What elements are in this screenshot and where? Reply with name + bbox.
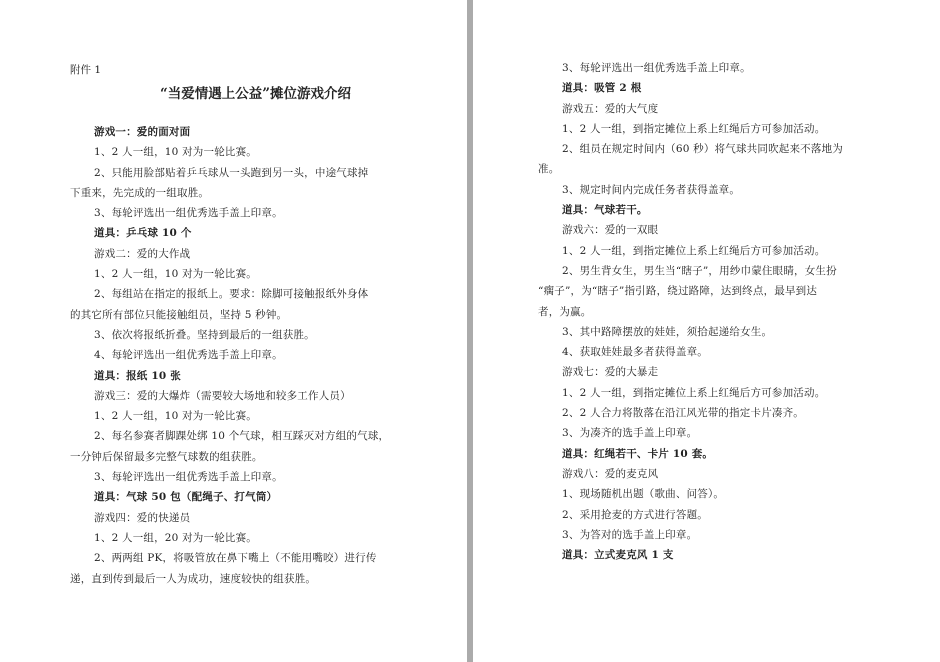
text-line: 1、2 人一组，10 对为一轮比赛。: [94, 410, 257, 423]
text-line: 递，直到传到最后一人为成功，速度较快的组获胜。: [70, 572, 317, 585]
page-left-content: [70, 60, 425, 589]
text-line: 1、2 人一组，10 对为一轮比赛。: [94, 146, 257, 159]
text-line: 3、为答对的选手盖上印章。: [562, 528, 698, 541]
game-heading: 游戏八：爱的麦克风: [562, 467, 659, 480]
text-line: 1、2 人一组，到指定摊位上系上红绳后方可参加活动。: [562, 244, 826, 257]
props-line: 道具：报纸 10 张: [94, 369, 181, 382]
props-line: 道具：乒乓球 10 个: [94, 227, 192, 240]
game-heading: 游戏三：爱的大爆炸（需要较大场地和较多工作人员）: [94, 389, 351, 402]
game-heading: 游戏二：爱的大作战: [94, 247, 191, 260]
game-heading: 游戏四：爱的快递员: [94, 511, 191, 524]
props-line: 道具：立式麦克风 1 支: [562, 549, 674, 562]
text-line: 1、2 人一组，10 对为一轮比赛。: [94, 268, 257, 281]
text-line: 2、采用抢麦的方式进行答题。: [562, 508, 708, 521]
props-line: 道具：红绳若干、卡片 10 套。: [562, 447, 714, 460]
props-line: 道具：吸管 2 根: [562, 82, 642, 95]
text-line: 3、每轮评选出一组优秀选手盖上印章。: [94, 471, 283, 484]
props-line: 道具：气球 50 包（配绳子、打气筒）: [94, 491, 278, 504]
text-line: 2、每名参赛者脚踝处绑 10 个气球，相互踩灭对方组的气球，: [94, 430, 390, 443]
text-line: 2、组员在规定时间内（60 秒）将气球共同吹起来不落地为: [562, 143, 843, 156]
text-line: 4、获取娃娃最多者获得盖章。: [562, 346, 708, 359]
text-line: 3、为凑齐的选手盖上印章。: [562, 427, 698, 440]
document-page-left: [0, 0, 467, 662]
text-line: 2、每组站在指定的报纸上。要求：除脚可接触报纸外身体: [94, 288, 369, 301]
text-line: 的其它所有部位只能接触组员，坚持 5 秒钟。: [70, 308, 288, 321]
text-line: 1、2 人一组，到指定摊位上系上红绳后方可参加活动。: [562, 122, 826, 135]
text-line: 3、每轮评选出一组优秀选手盖上印章。: [562, 62, 751, 74]
text-line: 1、现场随机出题（歌曲、问答）。: [562, 488, 725, 501]
left-text-body: [70, 122, 425, 589]
text-line: 3、依次将报纸折叠。坚持到最后的一组获胜。: [94, 328, 315, 341]
page-right-content: [538, 58, 888, 565]
text-line: 1、2 人一组，到指定摊位上系上红绳后方可参加活动。: [562, 386, 826, 399]
text-line: 2、只能用脸部贴着乒乓球从一头跑到另一头，中途气球掉: [94, 166, 369, 179]
text-line: 2、男生背女生，男生当“瞎子”，用纱巾蒙住眼睛，女生扮: [562, 264, 837, 277]
text-line: 者，为赢。: [538, 305, 592, 318]
text-line: 3、其中路障摆放的娃娃，须拾起递给女生。: [562, 325, 773, 338]
text-line: 4、每轮评选出一组优秀选手盖上印章。: [94, 349, 283, 362]
text-line: 2、2 人合力将散落在沿江风光带的指定卡片凑齐。: [562, 407, 804, 420]
right-text-body: [538, 58, 888, 565]
game-heading: 游戏一：爱的面对面: [94, 126, 191, 138]
text-line: 1、2 人一组，20 对为一轮比赛。: [94, 531, 257, 544]
text-line: 下重来，先完成的一组取胜。: [70, 186, 210, 199]
document-page-right: [473, 0, 940, 662]
text-line: 3、规定时间内完成任务者获得盖章。: [562, 183, 741, 196]
annex-label: 附件 1: [70, 64, 102, 76]
text-line: 一分钟后保留最多完整气球数的组获胜。: [70, 450, 263, 463]
game-heading: 游戏五：爱的大气度: [562, 102, 659, 115]
text-line: 准。: [538, 163, 560, 176]
document-title: “当爱情遇上公益”摊位游戏介绍: [159, 86, 352, 102]
text-line: 3、每轮评选出一组优秀选手盖上印章。: [94, 207, 283, 220]
props-line: 道具：气球若干。: [562, 204, 648, 217]
text-line: “瘸子”，为“瞎子”指引路，绕过路障，达到终点，最早到达: [538, 285, 818, 298]
game-heading: 游戏六：爱的一双眼: [562, 224, 659, 237]
game-heading: 游戏七：爱的大暴走: [562, 366, 659, 379]
text-line: 2、两两组 PK，将吸管放在鼻下嘴上（不能用嘴咬）进行传: [94, 552, 377, 565]
